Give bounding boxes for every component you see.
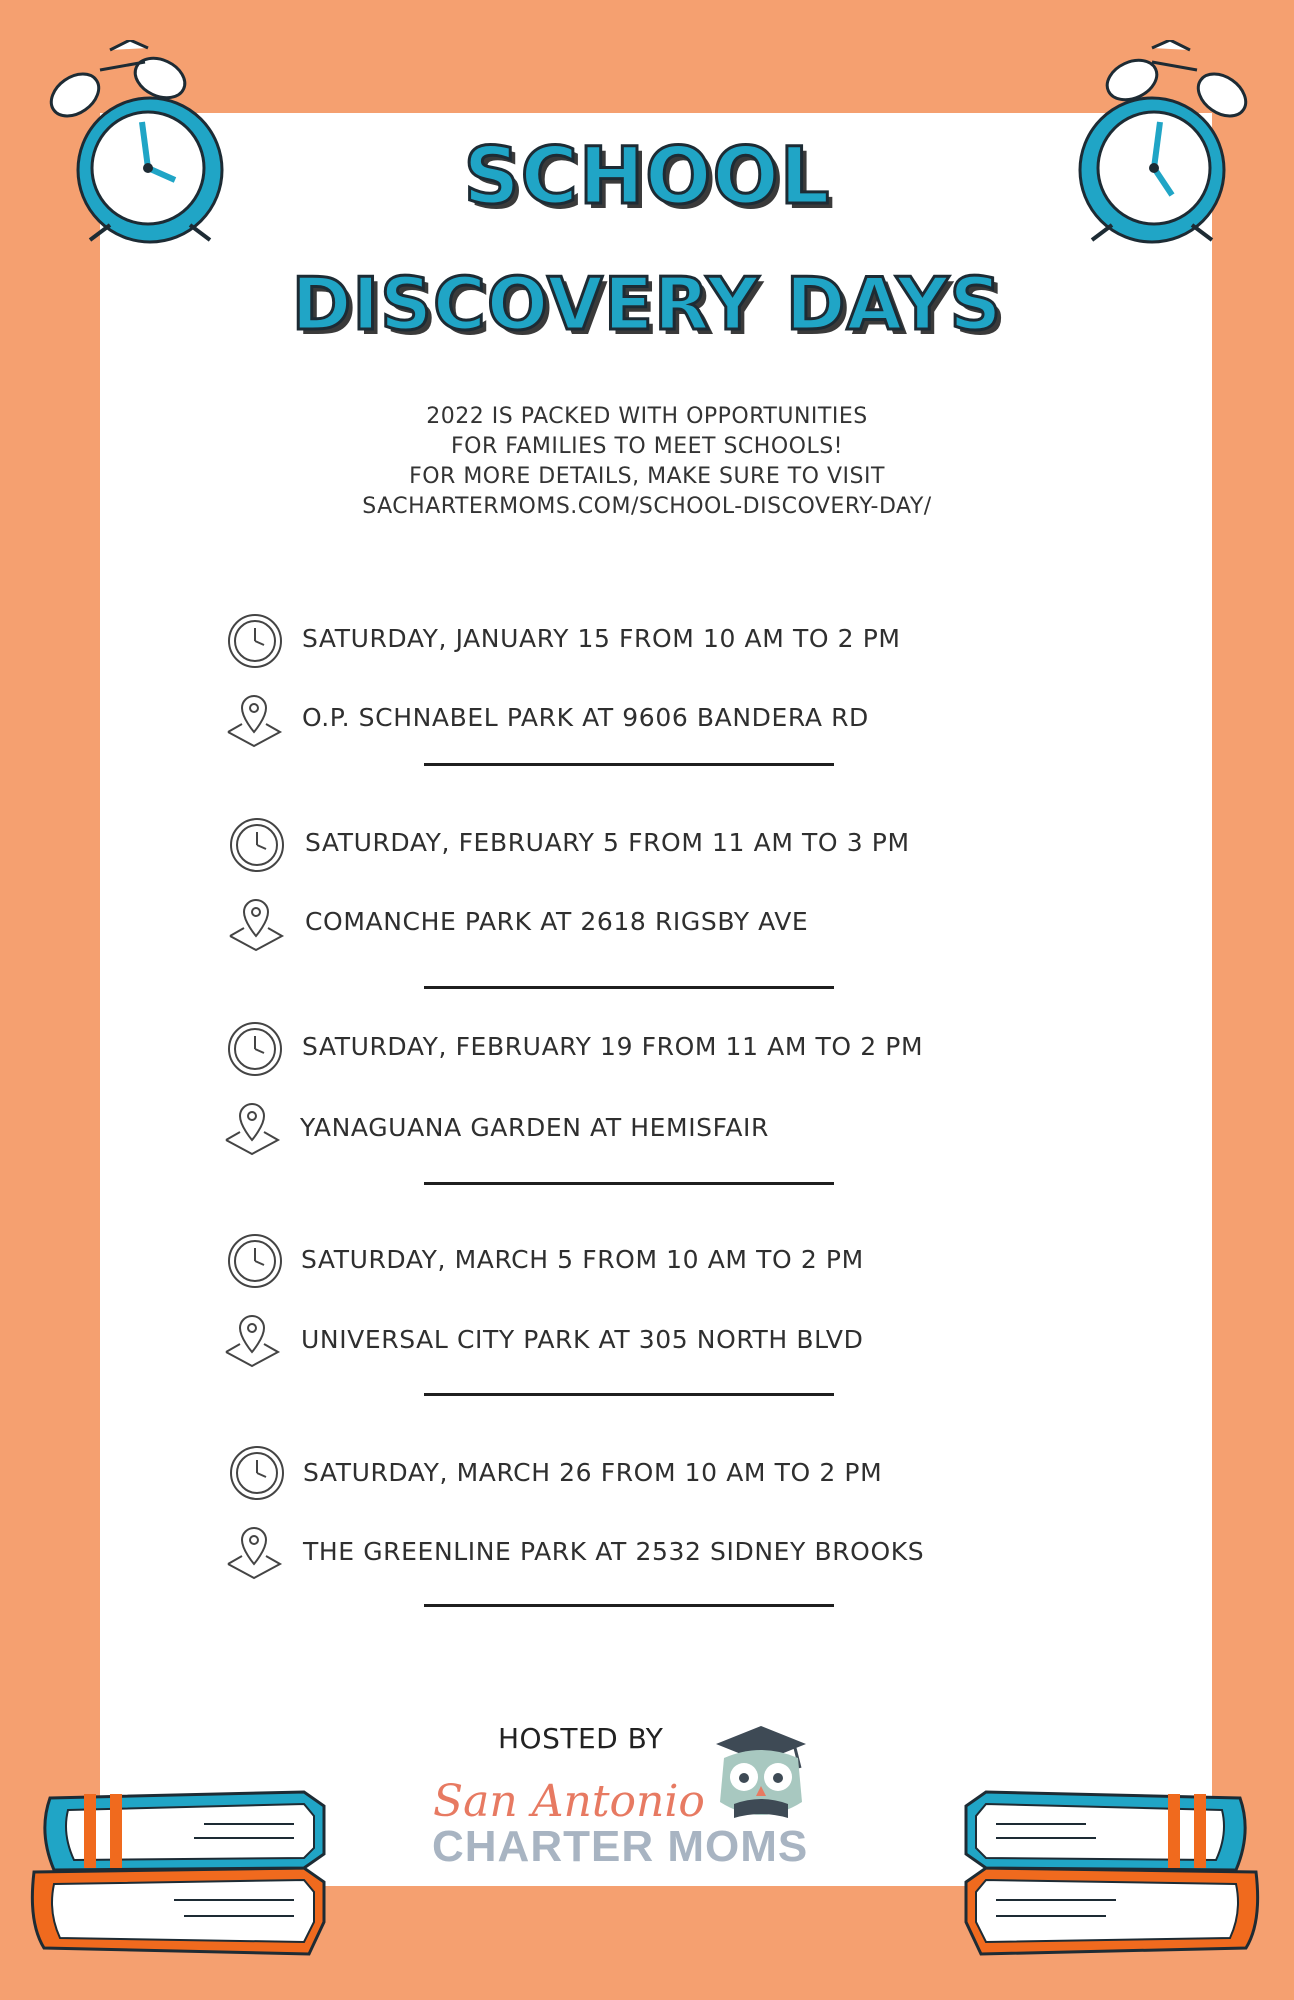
owl-graduate-icon: [706, 1722, 816, 1828]
event-divider: [424, 1182, 834, 1185]
event-date: SATURDAY, FEBRUARY 19 FROM 11 AM TO 2 PM: [302, 1032, 924, 1061]
event-location: THE GREENLINE PARK AT 2532 SIDNEY BROOKS: [303, 1537, 925, 1566]
event-location: COMANCHE PARK AT 2618 RIGSBY AVE: [305, 907, 809, 936]
title-line-2: DISCOVERY DAYS: [291, 262, 1003, 346]
intro-link[interactable]: SACHARTERMOMS.COM/SCHOOL-DISCOVERY-DAY/: [362, 494, 932, 519]
clock-icon: [228, 816, 286, 874]
clock-icon: [228, 1444, 286, 1502]
map-pin-icon: [226, 894, 286, 954]
event-divider: [424, 1604, 834, 1607]
map-pin-icon: [224, 1522, 284, 1582]
intro-text: [0, 402, 1294, 522]
hosted-by-label: HOSTED BY: [498, 1722, 664, 1755]
intro-line: FOR MORE DETAILS, MAKE SURE TO VISIT: [409, 464, 885, 489]
event-date: SATURDAY, JANUARY 15 FROM 10 AM TO 2 PM: [302, 624, 901, 653]
book-stack-icon: [24, 1772, 354, 1962]
map-pin-icon: [222, 1098, 282, 1158]
event-divider: [424, 763, 834, 766]
event-date: SATURDAY, MARCH 5 FROM 10 AM TO 2 PM: [301, 1245, 864, 1274]
event-location: UNIVERSAL CITY PARK AT 305 NORTH BLVD: [301, 1325, 864, 1354]
clock-icon: [226, 1020, 284, 1078]
title-line-1: SCHOOL: [463, 132, 831, 222]
book-stack-icon: [936, 1772, 1266, 1962]
event-divider: [424, 986, 834, 989]
intro-line: 2022 IS PACKED WITH OPPORTUNITIES: [426, 404, 868, 429]
clock-icon: [226, 1232, 284, 1290]
content-panel: [100, 113, 1212, 1886]
event-date: SATURDAY, FEBRUARY 5 FROM 11 AM TO 3 PM: [305, 828, 910, 857]
event-date: SATURDAY, MARCH 26 FROM 10 AM TO 2 PM: [303, 1458, 883, 1487]
event-divider: [424, 1393, 834, 1396]
event-location: YANAGUANA GARDEN AT HEMISFAIR: [300, 1113, 769, 1142]
clock-icon: [226, 612, 284, 670]
intro-line: FOR FAMILIES TO MEET SCHOOLS!: [450, 434, 843, 459]
event-location: O.P. SCHNABEL PARK AT 9606 BANDERA RD: [302, 703, 869, 732]
brand-name: CHARTER MOMS: [432, 1822, 809, 1871]
map-pin-icon: [224, 690, 284, 750]
brand-script: San Antonio: [433, 1776, 705, 1827]
map-pin-icon: [222, 1310, 282, 1370]
